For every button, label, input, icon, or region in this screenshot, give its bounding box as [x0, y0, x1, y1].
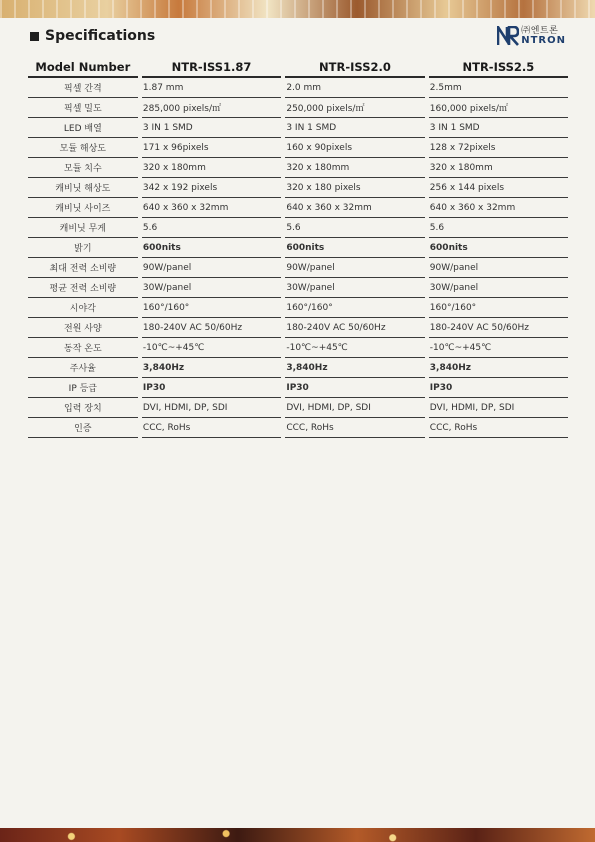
- table-row: [28, 298, 568, 318]
- row-value: 320 x 180mm: [142, 158, 281, 178]
- row-label: 픽셀 간격: [28, 78, 138, 98]
- row-value: DVI, HDMI, DP, SDI: [429, 398, 568, 418]
- table-row: [28, 398, 568, 418]
- row-value: IP30: [285, 378, 424, 398]
- row-value: 640 x 360 x 32mm: [285, 198, 424, 218]
- row-value: 3,840Hz: [285, 358, 424, 378]
- column-header-model-number: Model Number: [28, 58, 138, 78]
- row-value: 3 IN 1 SMD: [285, 118, 424, 138]
- heading-text: Specifications: [45, 28, 156, 44]
- row-value: 320 x 180 pixels: [285, 178, 424, 198]
- row-value: CCC, RoHs: [429, 418, 568, 438]
- square-bullet-icon: [30, 32, 39, 41]
- row-value: IP30: [142, 378, 281, 398]
- row-value: 5.6: [285, 218, 424, 238]
- row-label: 모듈 치수: [28, 158, 138, 178]
- row-value: 160°/160°: [429, 298, 568, 318]
- row-value: 30W/panel: [142, 278, 281, 298]
- table-row: [28, 98, 568, 118]
- row-value: DVI, HDMI, DP, SDI: [142, 398, 281, 418]
- row-label: 캐비닛 해상도: [28, 178, 138, 198]
- row-value: 640 x 360 x 32mm: [429, 198, 568, 218]
- row-value: 3 IN 1 SMD: [429, 118, 568, 138]
- row-value: 250,000 pixels/㎡: [285, 98, 424, 118]
- table-row: [28, 258, 568, 278]
- column-header-ntr-iss2-5: NTR-ISS2.5: [429, 58, 568, 78]
- row-value: DVI, HDMI, DP, SDI: [285, 398, 424, 418]
- table-row: [28, 278, 568, 298]
- row-value: 1.87 mm: [142, 78, 281, 98]
- row-label: 평균 전력 소비량: [28, 278, 138, 298]
- row-label: 주사율: [28, 358, 138, 378]
- row-label: 동작 온도: [28, 338, 138, 358]
- table-row: [28, 238, 568, 258]
- row-value: 320 x 180mm: [429, 158, 568, 178]
- row-label: 최대 전력 소비량: [28, 258, 138, 278]
- row-value: 600nits: [429, 238, 568, 258]
- bottom-decorative-banner: [0, 828, 595, 842]
- row-value: 171 x 96pixels: [142, 138, 281, 158]
- row-value: -10℃~+45℃: [429, 338, 568, 358]
- row-label: IP 등급: [28, 378, 138, 398]
- table-row: [28, 78, 568, 98]
- row-label: 캐비닛 무게: [28, 218, 138, 238]
- table-row: [28, 218, 568, 238]
- row-value: 2.5mm: [429, 78, 568, 98]
- row-label: 모듈 해상도: [28, 138, 138, 158]
- row-value: -10℃~+45℃: [285, 338, 424, 358]
- row-value: 600nits: [142, 238, 281, 258]
- row-value: 90W/panel: [429, 258, 568, 278]
- row-value: 640 x 360 x 32mm: [142, 198, 281, 218]
- table-row: [28, 378, 568, 398]
- header: [30, 25, 568, 52]
- row-value: CCC, RoHs: [285, 418, 424, 438]
- row-value: 160 x 90pixels: [285, 138, 424, 158]
- row-label: 캐비닛 사이즈: [28, 198, 138, 218]
- logo-brand-name: NTRON: [521, 34, 566, 46]
- row-label: LED 배열: [28, 118, 138, 138]
- section-heading: [30, 28, 155, 44]
- company-logo: [497, 26, 566, 46]
- column-header-ntr-iss1-87: NTR-ISS1.87: [142, 58, 281, 78]
- row-value: 180-240V AC 50/60Hz: [142, 318, 281, 338]
- table-row: [28, 118, 568, 138]
- row-value: IP30: [429, 378, 568, 398]
- table-row: [28, 338, 568, 358]
- logo-korean-name: ㈜엔트론: [521, 25, 559, 36]
- row-value: 600nits: [285, 238, 424, 258]
- row-value: 160°/160°: [285, 298, 424, 318]
- table-row: [28, 178, 568, 198]
- table-row: [28, 138, 568, 158]
- row-value: 128 x 72pixels: [429, 138, 568, 158]
- row-value: -10℃~+45℃: [142, 338, 281, 358]
- table-row: [28, 318, 568, 338]
- row-value: 2.0 mm: [285, 78, 424, 98]
- row-value: 180-240V AC 50/60Hz: [429, 318, 568, 338]
- row-value: 342 x 192 pixels: [142, 178, 281, 198]
- row-value: 90W/panel: [285, 258, 424, 278]
- row-value: 160,000 pixels/㎡: [429, 98, 568, 118]
- table-header-row: [28, 58, 568, 78]
- table-row: [28, 418, 568, 438]
- row-value: 320 x 180mm: [285, 158, 424, 178]
- ntron-mark-icon: [497, 26, 519, 46]
- row-value: 90W/panel: [142, 258, 281, 278]
- row-value: 256 x 144 pixels: [429, 178, 568, 198]
- row-value: 30W/panel: [285, 278, 424, 298]
- row-label: 인증: [28, 418, 138, 438]
- row-value: 5.6: [429, 218, 568, 238]
- row-value: 3,840Hz: [429, 358, 568, 378]
- table-row: [28, 158, 568, 178]
- row-value: 3 IN 1 SMD: [142, 118, 281, 138]
- top-decorative-banner: [0, 0, 595, 18]
- row-label: 전원 사양: [28, 318, 138, 338]
- row-value: 30W/panel: [429, 278, 568, 298]
- row-value: 285,000 pixels/㎡: [142, 98, 281, 118]
- row-label: 시야각: [28, 298, 138, 318]
- row-label: 픽셀 밀도: [28, 98, 138, 118]
- column-header-ntr-iss2-0: NTR-ISS2.0: [285, 58, 424, 78]
- table-row: [28, 358, 568, 378]
- row-label: 밝기: [28, 238, 138, 258]
- row-value: 3,840Hz: [142, 358, 281, 378]
- row-label: 입력 장치: [28, 398, 138, 418]
- row-value: 180-240V AC 50/60Hz: [285, 318, 424, 338]
- row-value: CCC, RoHs: [142, 418, 281, 438]
- table-row: [28, 198, 568, 218]
- row-value: 5.6: [142, 218, 281, 238]
- row-value: 160°/160°: [142, 298, 281, 318]
- specifications-table: [28, 58, 568, 438]
